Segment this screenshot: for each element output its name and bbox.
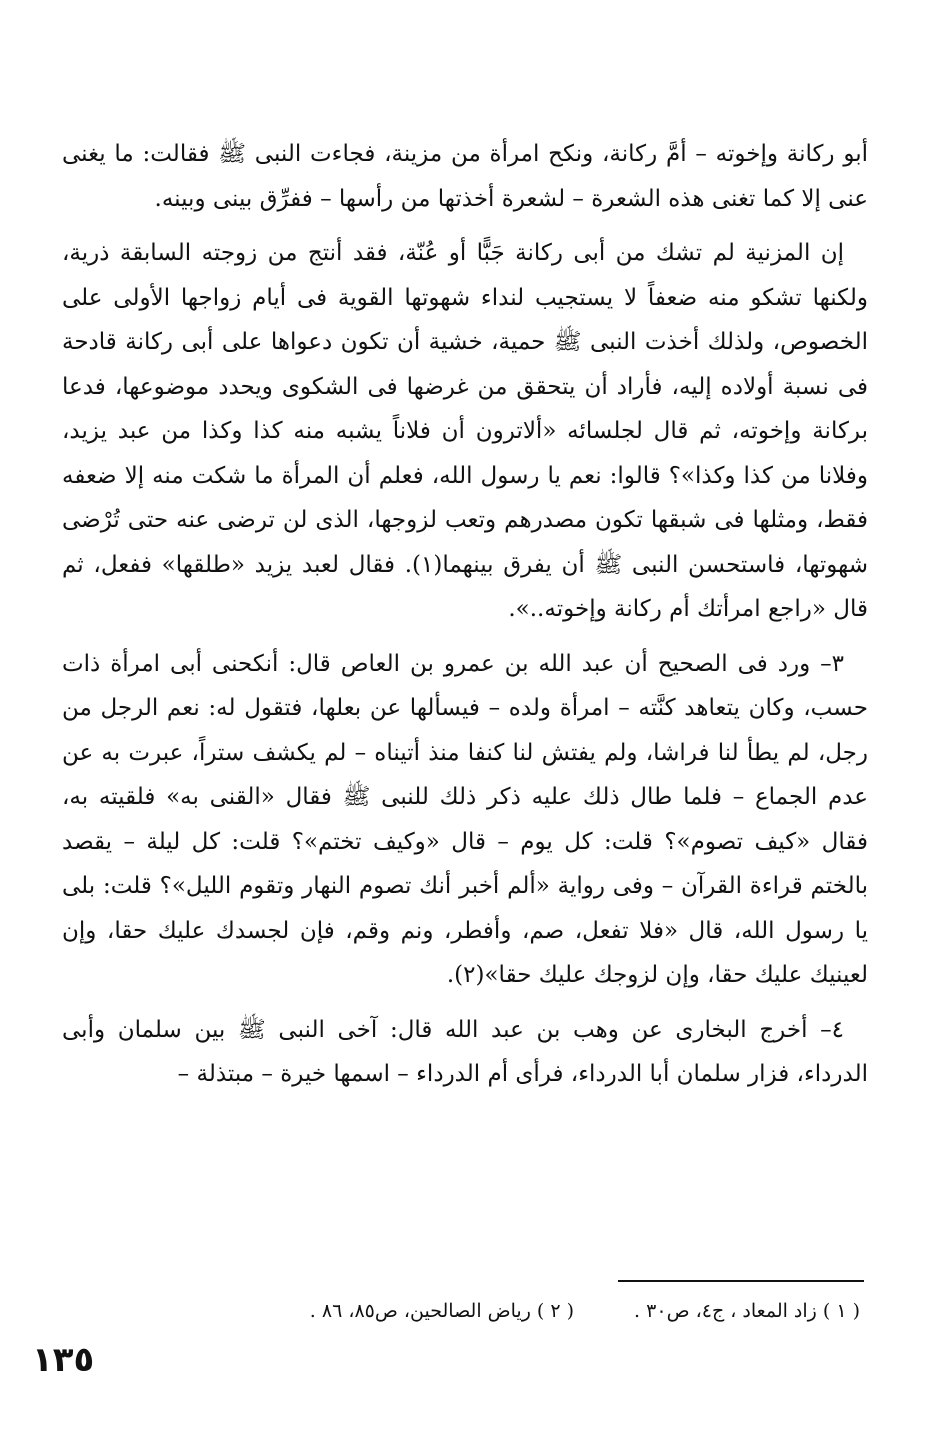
footnote-divider <box>618 1280 864 1282</box>
footnote-1: ( ١ ) زاد المعاد ، ج٤، ص٣٠ . <box>634 1300 860 1322</box>
page-number: ١٣٥ <box>32 1340 95 1380</box>
paragraph: ٤– أخرج البخارى عن وهب بن عبد الله قال: آخى النبى ﷺ بين سلمان وأبى الدرداء، فزار سلمان أبا الدرداء، فرأى أم الدرداء – اسمها خيرة – مبتذلة – <box>62 1016 868 1087</box>
footnotes <box>160 1296 860 1326</box>
paragraph: أبو ركانة وإخوته – أمَّ ركانة، ونكح امرأة من مزينة، فجاءت النبى ﷺ فقالت: ما يغنى عنى إلا كما تغنى هذه الشعرة – لشعرة أخذتها من رأسها – ففرِّق بينى وبينه. <box>62 141 868 212</box>
paragraph: ٣– ورد فى الصحيح أن عبد الله بن عمرو بن العاص قال: أنكحنى أبى امرأة ذات حسب، وكان يتعاهد كنَّته – امرأة ولده – فيسألها عن بعلها، فتقول له: نعم الرجل من رجل، لم يطأ لنا فراشا، ولم يفتش لنا كنفا منذ أتيناه – لم يكشف ستراً، عبرت به عن عدم الجماع – فلما طال ذلك عليه ذكر ذلك للنبى ﷺ فقال «القنى به» فلقيته به، فقال «كيف تصوم»؟ قلت: كل يوم – قال «وكيف تختم»؟ قلت: كل ليلة – يقصد بالختم قراءة القرآن – وفى رواية «ألم أخبر أنك تصوم النهار وتقوم الليل»؟ قلت: بلى يا رسول الله، قال «فلا تفعل، صم، وأفطر، ونم وقم، فإن لجسدك عليك حقا، وإن لعينيك عليك حقا، وإن لزوجك عليك حقا»(٢). <box>62 650 869 988</box>
body-text <box>62 132 868 1107</box>
paragraph: إن المزنية لم تشك من أبى ركانة جَبًّا أو عُنّة، فقد أنتج من زوجته السابقة ذرية، ولكنها تشكو منه ضعفاً لا يستجيب لنداء شهوتها القوية فى أيام زواجها الأولى على الخصوص، ولذلك أخذت النبى ﷺ حمية، خشية أن تكون دعواها على أبى ركانة قادحة فى نسبة أولاده إليه، فأراد أن يتحقق من غرضها فى الشكوى ويحدد موضوعها، فدعا بركانة وإخوته، ثم قال لجلسائه «ألاترون أن فلاناً يشبه منه كذا وكذا من عبد يزيد، وفلانا من كذا وكذا»؟ قالوا: نعم يا رسول الله، فعلم أن المرأة ما شكت منه إلا ضعفه فقط، ومثلها فى شبقها تكون مصدرهم وتعب لزوجها، الذى لن ترضى عنه حتى تُرْضى شهوتها، فاستحسن النبى ﷺ أن يفرق بينهما(١). فقال لعبد يزيد «طلقها» ففعل، ثم قال «راجع امرأتك أم ركانة وإخوته..». <box>62 240 869 622</box>
footnote-2: ( ٢ ) رياض الصالحين، ص٨٥، ٨٦ . <box>309 1300 575 1322</box>
